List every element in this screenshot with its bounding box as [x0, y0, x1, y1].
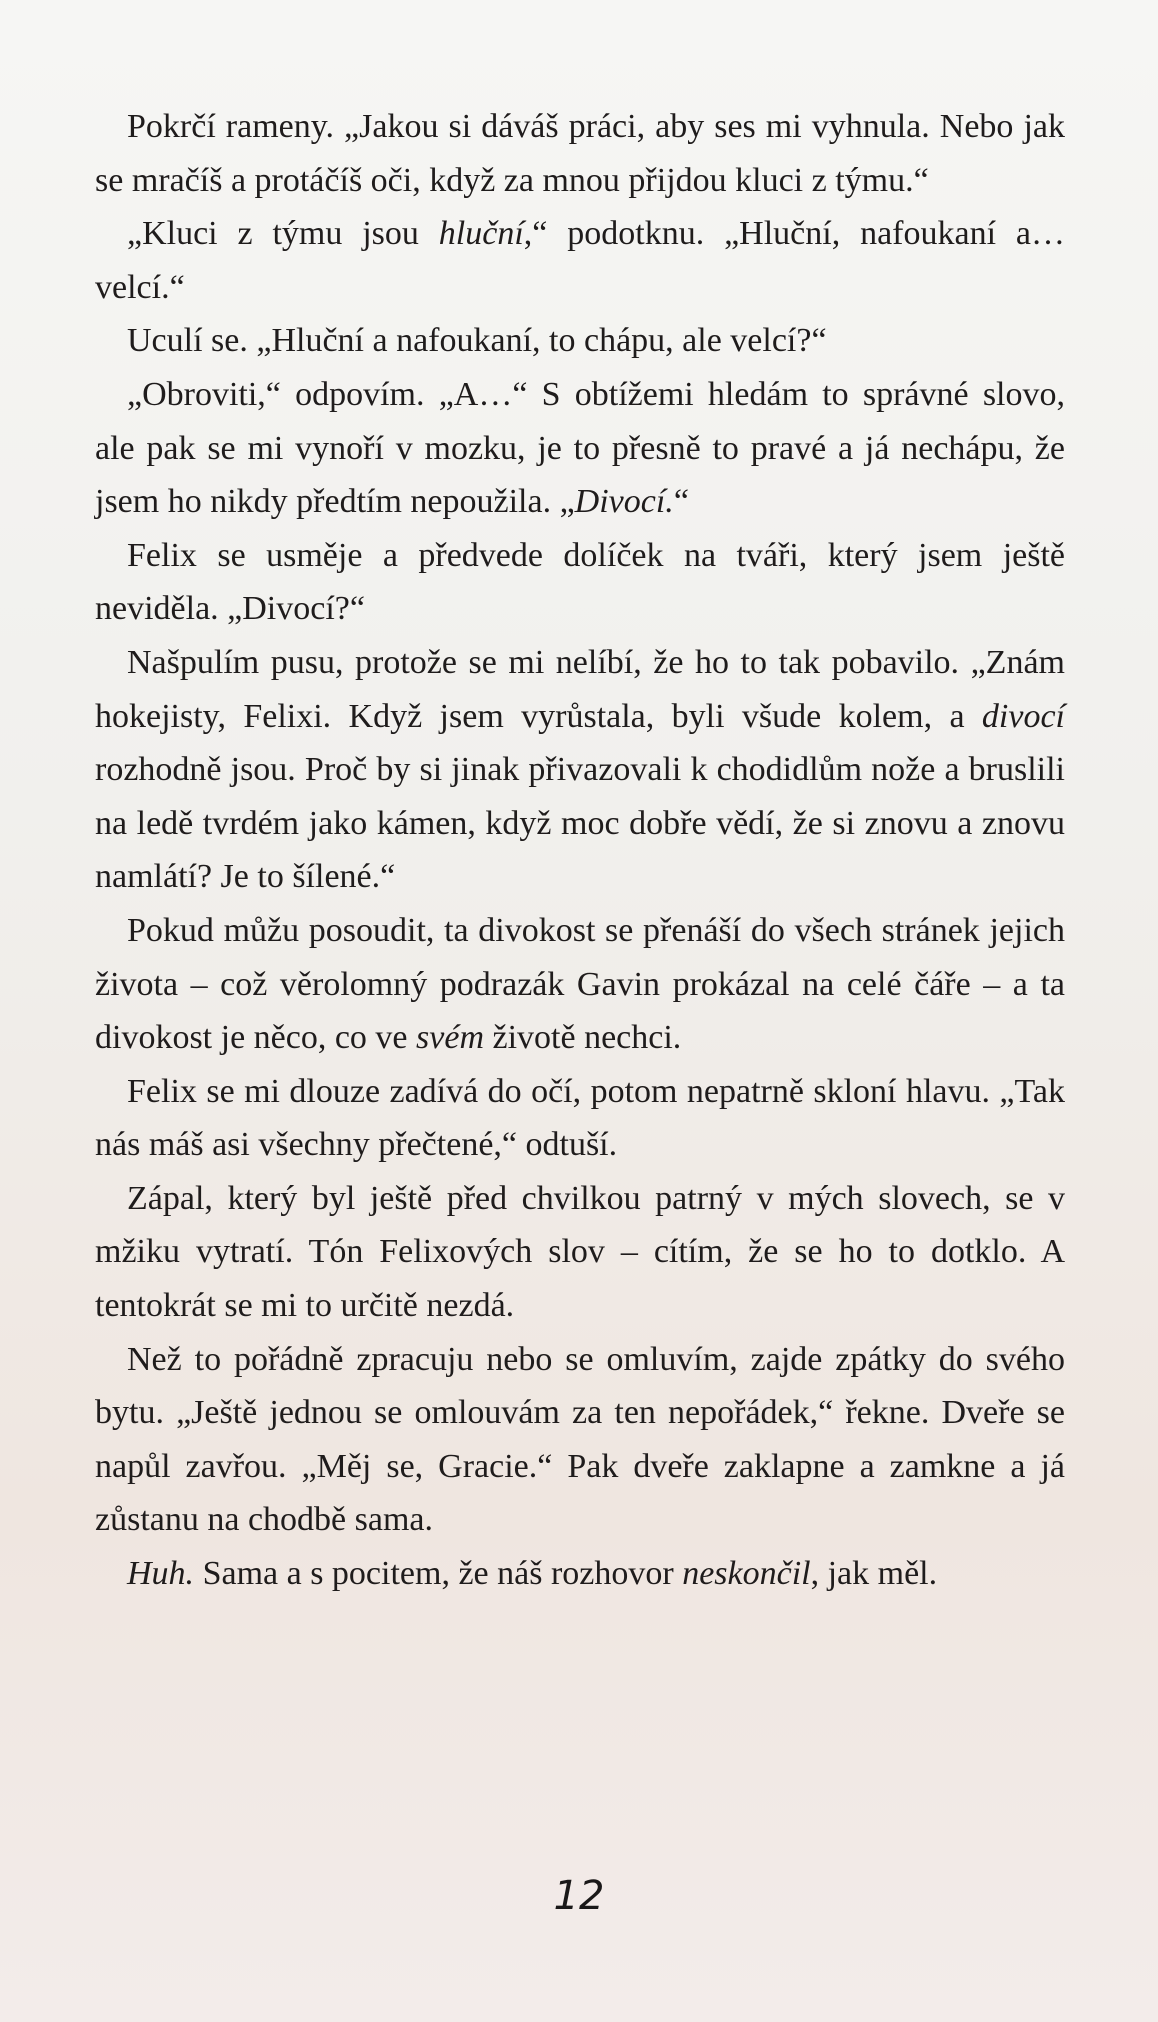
- paragraph: [95, 368, 1065, 529]
- text-run: “: [673, 483, 689, 521]
- text-run: Než to pořádně zpracuju nebo se omluvím, zajde zpátky do svého bytu. „Ještě jednou se omlouvám za ten nepořádek,“ řekne. Dveře se napůl zavřou. „Měj se, Gracie.“ Pak dveře zaklapne a zamkne a já zůstanu na chodbě sama.: [95, 1340, 1065, 1539]
- italic-text: hluční: [438, 215, 524, 253]
- paragraph: [95, 1065, 1065, 1172]
- text-run: Felix se mi dlouze zadívá do očí, potom nepatrně skloní hlavu. „Tak nás máš asi všechny přečtené,“ odtuší.: [95, 1072, 1065, 1164]
- paragraph: [95, 1547, 1065, 1601]
- text-run: ,“ podotknu. „Hluční, nafoukaní a… velcí.“: [95, 215, 1065, 306]
- text-run: životě nechci.: [484, 1019, 682, 1057]
- paragraph: [95, 636, 1065, 904]
- text-run: Pokud můžu posoudit, ta divokost se přenáší do všech stránek jejich života – což věrolomný podrazák Gavin prokázal na celé čáře – a ta divokost je něco, co ve: [95, 911, 1065, 1057]
- paragraph: [95, 207, 1065, 314]
- text-run: Felix se usměje a předvede dolíček na tváři, který jsem ještě neviděla. „Divocí?“: [95, 536, 1065, 628]
- text-run: , jak měl.: [810, 1555, 938, 1593]
- paragraph: [95, 904, 1065, 1065]
- paragraph: [95, 314, 1065, 368]
- text-run: Našpulím pusu, protože se mi nelíbí, že ho to tak pobavilo. „Znám hokejisty, Felixi. Když jsem vyrůstala, byli všude kolem, a: [95, 643, 1065, 735]
- body-text: [95, 100, 1065, 1601]
- italic-text: divocí: [981, 697, 1065, 735]
- text-run: „Kluci z týmu jsou: [127, 215, 439, 253]
- text-run: rozhodně jsou. Proč by si jinak přivazovali k chodidlům nože a bruslili na ledě tvrdém jako kámen, když moc dobře vědí, že si znovu a znovu namlátí? Je to šílené.“: [95, 751, 1065, 896]
- paragraph: [95, 1172, 1065, 1333]
- page-number: 12: [553, 1873, 605, 1919]
- text-run: Pokrčí rameny. „Jakou si dáváš práci, aby ses mi vyhnula. Nebo jak se mračíš a protáčíš oči, když za mnou přijdou kluci z týmu.“: [95, 108, 1065, 199]
- paragraph: [95, 1333, 1065, 1547]
- italic-text: neskončil: [682, 1555, 811, 1593]
- text-run: Zápal, který byl ještě před chvilkou patrný v mých slovech, se v mžiku vytratí. Tón Felixových slov – cítím, že se ho to dotklo. A tentokrát se mi to určitě nezdá.: [95, 1179, 1065, 1325]
- italic-text: Divocí.: [574, 483, 674, 521]
- italic-text: Huh.: [127, 1555, 195, 1593]
- paragraph: [95, 100, 1065, 207]
- italic-text: svém: [416, 1019, 484, 1057]
- text-run: „Obroviti,“ odpovím. „A…“ S obtížemi hledám to správné slovo, ale pak se mi vynoří v mozku, je to přesně to pravé a já nechápu, že jsem ho nikdy předtím nepoužila. „: [95, 375, 1065, 521]
- text-run: Sama a s pocitem, že náš rozhovor: [194, 1555, 683, 1593]
- text-run: Uculí se. „Hluční a nafoukaní, to chápu, ale velcí?“: [127, 322, 827, 360]
- paragraph: [95, 529, 1065, 636]
